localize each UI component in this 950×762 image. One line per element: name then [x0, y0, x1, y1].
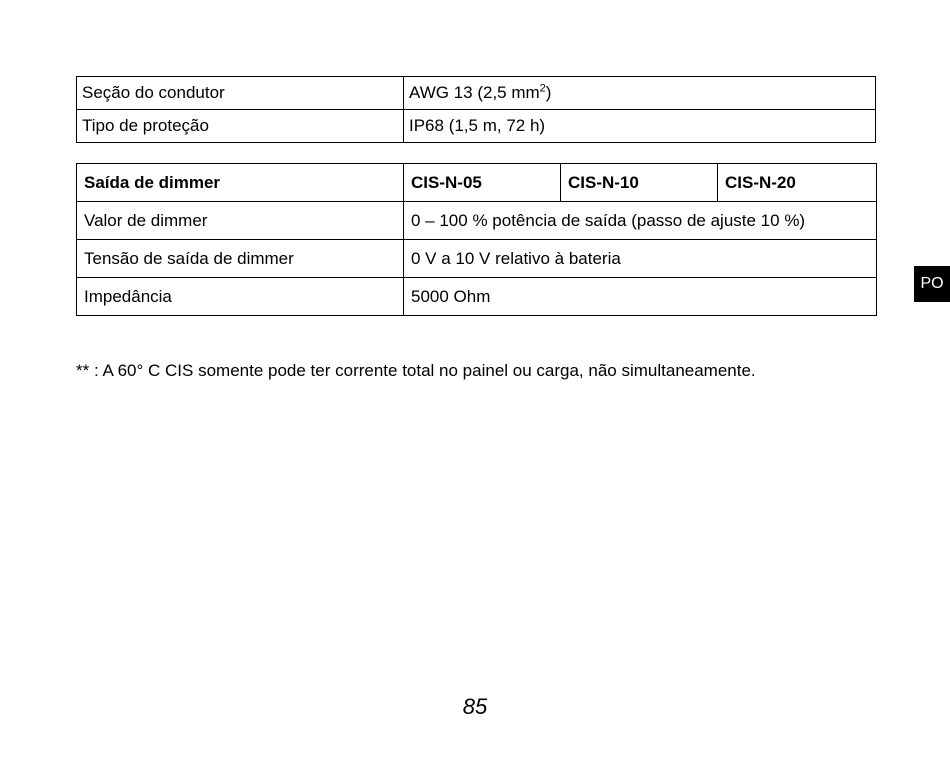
specification-table: [76, 76, 876, 143]
dimmer-output-table: [76, 163, 877, 316]
page-number: 85: [462, 694, 488, 719]
row-label-dimmer-value: Valor de dimmer: [77, 202, 404, 240]
header-cis-n-20: CIS-N-20: [718, 164, 877, 202]
row-value-dimmer-value: 0 – 100 % potência de saída (passo de ajuste 10 %): [404, 202, 877, 240]
spec-label-conductor: Seção do condutor: [77, 77, 404, 110]
table-header-row: [77, 164, 877, 202]
header-cis-n-05: CIS-N-05: [404, 164, 561, 202]
table-row: [77, 77, 876, 110]
table-row: [77, 110, 876, 143]
footnote: ** : A 60° C CIS somente pode ter corrente total no painel ou carga, não simultaneamente.: [76, 361, 756, 380]
spec-label-protection: Tipo de proteção: [77, 110, 404, 143]
row-value-dimmer-voltage: 0 V a 10 V relativo à bateria: [404, 240, 877, 278]
row-label-impedance: Impedância: [77, 278, 404, 316]
header-dimmer-output: Saída de dimmer: [77, 164, 404, 202]
language-tab: PO: [914, 266, 950, 302]
spec-value-conductor: AWG 13 (2,5 $mm^2$): [404, 77, 876, 110]
table-row: [77, 202, 877, 240]
spec-value-protection: IP68 (1,5 m, 72 h): [404, 110, 876, 143]
row-value-impedance: 5000 Ohm: [404, 278, 877, 316]
header-cis-n-10: CIS-N-10: [561, 164, 718, 202]
table-row: [77, 240, 877, 278]
row-label-dimmer-voltage: Tensão de saída de dimmer: [77, 240, 404, 278]
table-row: [77, 278, 877, 316]
